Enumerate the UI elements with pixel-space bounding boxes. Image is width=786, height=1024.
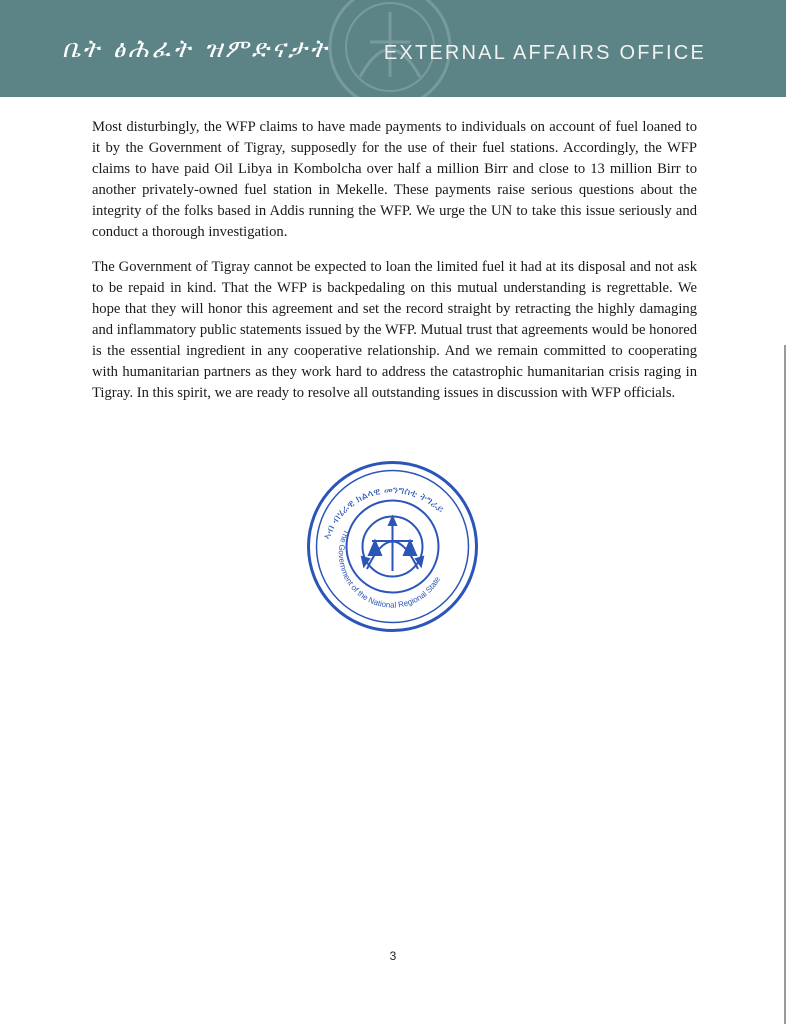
paragraph-1: Most disturbingly, the WFP claims to have made payments to individuals on account of fuel loaned to it by the Government of Tigray, supposedly for the use of their fuel stations. Accordingly, the WFP claims to have paid Oil Libya in Kombolcha over half a million Birr and close to 13 million Birr to another privately-owned fuel station in Mekelle. These payments raise serious questions about the integrity of the folks based in Addis running the WFP. We urge the UN to take this issue seriously and conduct a thorough investigation. <box>92 119 697 240</box>
letter-body <box>92 117 697 418</box>
page-number: 3 <box>389 949 397 963</box>
seal-emblem-icon <box>362 517 423 577</box>
letterhead-banner <box>0 0 786 97</box>
office-name-english: EXTERNAL AFFAIRS OFFICE <box>383 42 706 64</box>
office-name-amharic: ቤት ፅሕፈት ዝምድናታት <box>62 34 330 63</box>
svg-text:ኣብ ብሄራዊ ክልላዊ መንግስቲ ትግራይ: ኣብ ብሄራዊ ክልላዊ መንግስቲ ትግራይ <box>321 484 446 541</box>
official-seal-stamp <box>305 459 480 634</box>
paragraph-2: The Government of Tigray cannot be expected to loan the limited fuel it had at its disposal and not ask to be repaid in kind. That the WFP is backpedaling on this mutual understanding is regrettable. We hope that they will honor this agreement and set the record straight by retracting the highly damaging and inflammatory public statements issued by the WFP. Mutual trust that agreements would be honored is the essential ingredient in any cooperative relationship. And we remain committed to cooperating with humanitarian partners as they work hard to address the catastrophic humanitarian crisis raging in Tigray. In this spirit, we are ready to resolve all outstanding issues in discussion with WFP officials. <box>92 259 697 401</box>
svg-text:The Government of the National: The Government of the National Regional State <box>336 528 443 610</box>
